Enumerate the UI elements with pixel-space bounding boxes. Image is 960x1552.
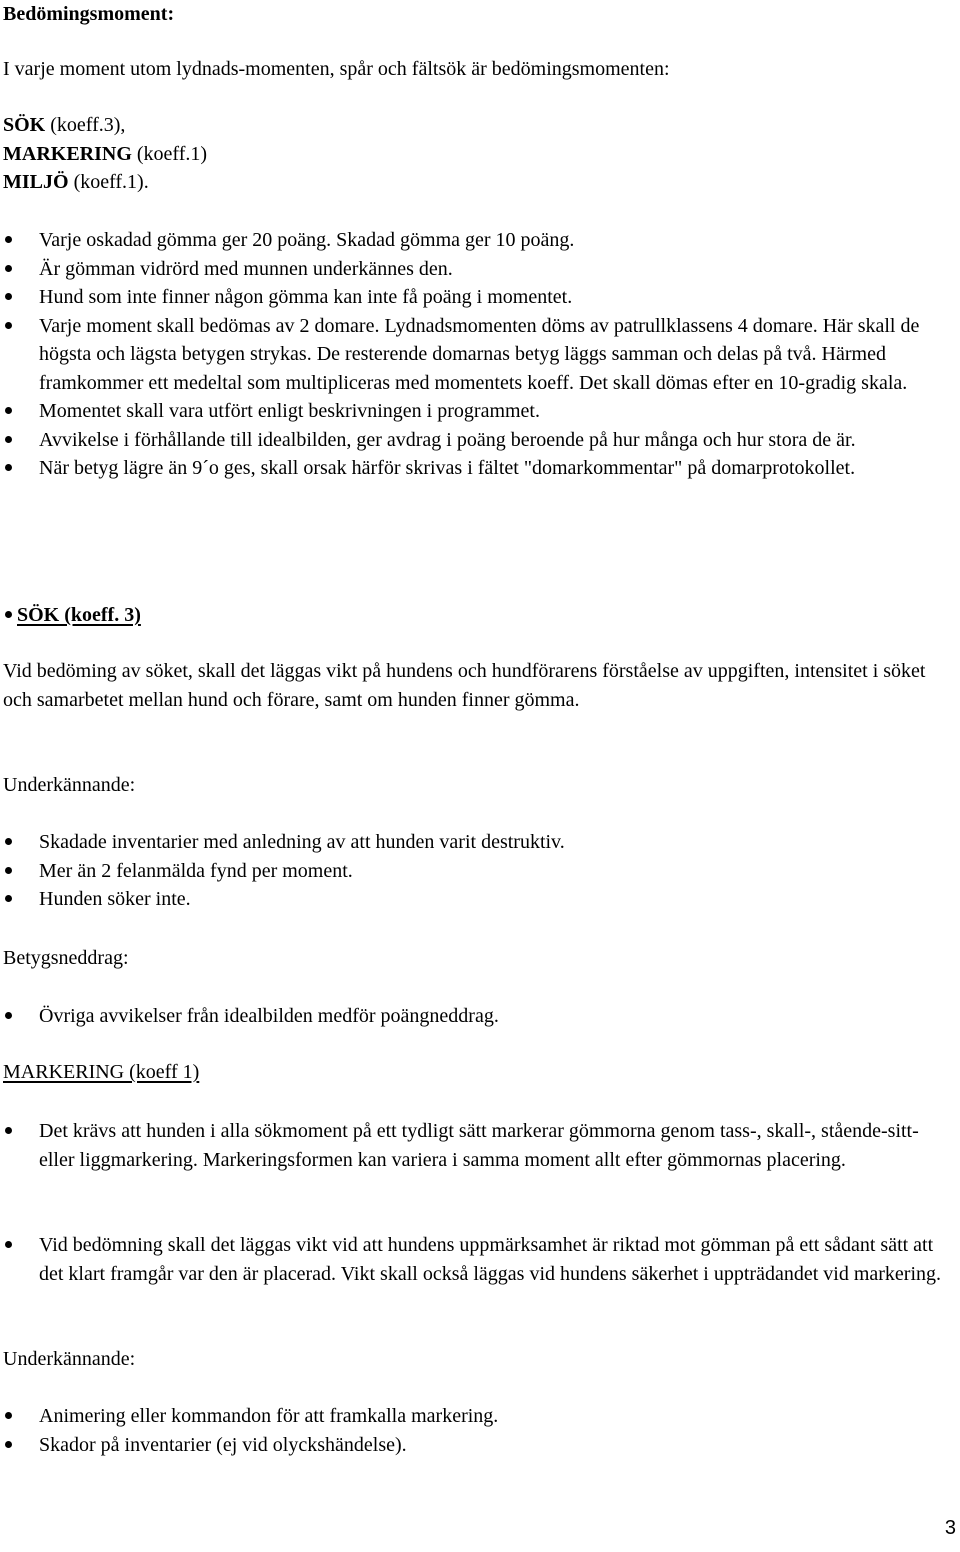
sok-heading: SÖK (koeff. 3) <box>3 601 141 630</box>
moment-sok: SÖK (koeff.3), <box>3 114 126 136</box>
list-item: Hund som inte finner någon gömma kan inte få poäng i momentet. <box>3 283 943 312</box>
sok-underkannande-list <box>3 828 943 914</box>
markering-underkannande-heading: Underkännande: <box>3 1348 136 1370</box>
moments-list <box>3 111 207 197</box>
general-rules-list <box>3 226 943 483</box>
list-item: Övriga avvikelser från idealbilden medför poängneddrag. <box>3 1002 943 1031</box>
markering-list-1 <box>3 1117 943 1174</box>
list-item: Vid bedömning skall det läggas vikt vid att hundens uppmärksamhet är riktad mot gömman på ett sådant sätt att det klart framgår var den är placerad. Vikt skall också läggas vid hundens säkerhet i uppträdandet vid markering. <box>3 1231 943 1288</box>
list-item: Skador på inventarier (ej vid olyckshändelse). <box>3 1431 943 1460</box>
list-item: Mer än 2 felanmälda fynd per moment. <box>3 857 943 886</box>
list-item: Det krävs att hunden i alla sökmoment på ett tydligt sätt markerar gömmorna genom tass-, skall-, stående-sitt- eller liggmarkering. Markeringsformen kan variera i samma moment allt efter gömmornas placering. <box>3 1117 943 1174</box>
bullet-icon <box>5 611 12 618</box>
list-item: Är gömman vidrörd med munnen underkännes den. <box>3 255 943 284</box>
list-item: Animering eller kommandon för att framkalla markering. <box>3 1402 943 1431</box>
markering-heading: MARKERING (koeff 1) <box>3 1061 200 1083</box>
list-item: Momentet skall vara utfört enligt beskrivningen i programmet. <box>3 397 943 426</box>
sok-body: Vid bedöming av söket, skall det läggas vikt på hundens och hundförarens förståelse av uppgiften, intensitet i söket och samarbetet mellan hund och förare, samt om hunden finner gömma. <box>3 660 926 711</box>
markering-list-2 <box>3 1231 943 1288</box>
list-item: När betyg lägre än 9´o ges, skall orsak härför skrivas i fältet "domarkommentar" på domarprotokollet. <box>3 454 943 483</box>
sok-betygsneddrag-heading: Betygsneddrag: <box>3 947 129 969</box>
moment-markering: MARKERING (koeff.1) <box>3 142 208 165</box>
sok-underkannande-heading: Underkännande: <box>3 774 136 796</box>
intro-text: I varje moment utom lydnads-momenten, spår och fältsök är bedömingsmomenten: <box>3 58 670 80</box>
list-item: Varje oskadad gömma ger 20 poäng. Skadad gömma ger 10 poäng. <box>3 226 943 255</box>
list-item: Varje moment skall bedömas av 2 domare. Lydnadsmomenten döms av patrullklassens 4 domare. Här skall de högsta och lägsta betygen strykas. De resterende domarnas betyg läggs samman och delas på två. Härmed framkommer ett medeltal som multipliceras med momentets koeff. Det skall dömas efter en 10-gradig skala. <box>3 312 943 398</box>
markering-underkannande-list <box>3 1402 943 1459</box>
sok-betygsneddrag-list <box>3 1002 943 1031</box>
moment-miljo: MILJÖ (koeff.1). <box>3 171 149 193</box>
page-number: 3 <box>944 1516 956 1539</box>
list-item: Skadade inventarier med anledning av att hunden varit destruktiv. <box>3 828 943 857</box>
list-item: Hunden söker inte. <box>3 885 943 914</box>
page-title: Bedömingsmoment: <box>3 3 175 25</box>
list-item: Avvikelse i förhållande till idealbilden, ger avdrag i poäng beroende på hur många och hur stora de är. <box>3 426 943 455</box>
